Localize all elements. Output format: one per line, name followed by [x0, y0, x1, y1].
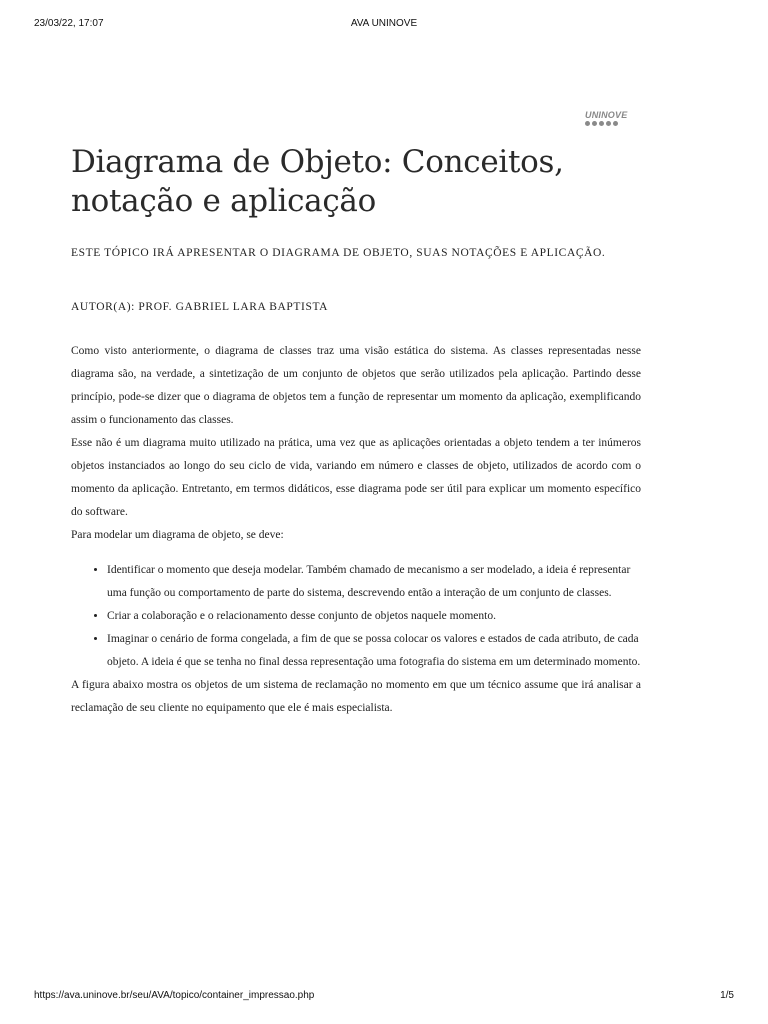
title-line-1: Diagrama de Objeto: Conceitos, [71, 144, 564, 180]
logo-dot [592, 121, 597, 126]
paragraph: Como visto anteriormente, o diagrama de classes traz uma visão estática do sistema. As classes representadas nesse diagrama são, na verdade, a sintetização de um conjunto de objetos que serão utilizados pela aplicação. Partindo desse princípio, pode-se dizer que o diagrama de objetos tem a função de representar um momento da aplicação, exemplificando assim o funcionamento das classes. [71, 345, 641, 426]
logo-dot [613, 121, 618, 126]
logo-dots [585, 121, 637, 126]
uninove-logo [585, 110, 637, 130]
logo-dot [599, 121, 604, 126]
print-site-title: AVA UNINOVE [350, 18, 418, 29]
page-title [71, 143, 641, 221]
print-datetime: 23/03/22, 17:07 [34, 18, 104, 29]
article-body [71, 340, 641, 720]
paragraph: Para modelar um diagrama de objeto, se deve: [71, 529, 284, 541]
list-item: • Criar a colaboração e o relacionamento desse conjunto de objetos naquele momento. [107, 605, 641, 628]
title-line-2: notação e aplicação [71, 183, 376, 219]
list-item: • Identificar o momento que deseja modelar. Também chamado de mecanismo a ser modelado, a ideia é representar uma função ou comportamento de parte do sistema, descrevendo então a interação de um conjunto de classes. [107, 559, 641, 605]
steps-list [71, 559, 641, 674]
logo-text: UNINOVE [585, 110, 628, 120]
logo-dot [585, 121, 590, 126]
article [71, 143, 641, 720]
print-url[interactable]: https://ava.uninove.br/seu/AVA/topico/container_impressao.php [34, 990, 315, 1001]
logo-dot [606, 121, 611, 126]
page-number: 1/5 [720, 990, 734, 1001]
list-item: • Imaginar o cenário de forma congelada, a fim de que se possa colocar os valores e estados de cada atributo, de cada objeto. A ideia é que se tenha no final dessa representação uma fotografia do sistema em um determinado momento. [107, 628, 641, 674]
closing-paragraph: A figura abaixo mostra os objetos de um sistema de reclamação no momento em que um técnico assume que irá analisar a reclamação de seu cliente no equipamento que ele é mais especialista. [71, 679, 641, 714]
print-footer [34, 990, 734, 1004]
article-subtitle: ESTE TÓPICO IRÁ APRESENTAR O DIAGRAMA DE OBJETO, SUAS NOTAÇÕES E APLICAÇÃO. [71, 247, 606, 259]
article-author: AUTOR(A): PROF. GABRIEL LARA BAPTISTA [71, 301, 329, 313]
print-header [34, 18, 734, 32]
paragraph: Esse não é um diagrama muito utilizado na prática, uma vez que as aplicações orientadas a objeto tendem a ter inúmeros objetos instanciados ao longo do seu ciclo de vida, variando em número e classes de objeto, utilizados de acordo com o momento da aplicação. Entretanto, em termos didáticos, esse diagrama pode ser útil para explicar um momento específico do software. [71, 437, 641, 518]
